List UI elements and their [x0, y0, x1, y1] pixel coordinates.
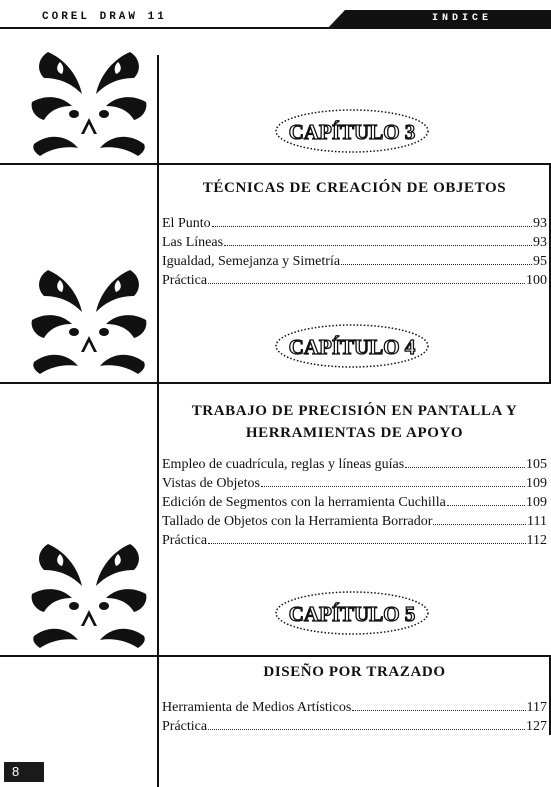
- dot-leader: [208, 543, 525, 544]
- dot-leader: [208, 729, 525, 730]
- chapter-title: [162, 400, 547, 444]
- chapter-badge-label: CAPÍTULO 5: [288, 602, 416, 626]
- dot-leader: [447, 505, 525, 506]
- toc-entry-page: 100: [526, 273, 547, 288]
- dot-leader: [261, 486, 525, 487]
- chapter-badge: [274, 108, 430, 154]
- row-divider-2: [0, 382, 551, 384]
- dot-leader: [212, 226, 532, 227]
- dot-leader: [433, 524, 526, 525]
- toc-list: [162, 216, 547, 292]
- toc-entry-page: 109: [526, 495, 547, 510]
- chapter-badge: [274, 323, 430, 369]
- toc-entry[interactable]: [162, 235, 547, 254]
- toc-entry-label: Igualdad, Semejanza y Simetría: [162, 254, 341, 269]
- chapter-title: DISEÑO POR TRAZADO: [263, 664, 446, 680]
- chapter-badge-label: CAPÍTULO 4: [288, 335, 416, 359]
- toc-entry-label: Las Líneas: [162, 235, 224, 250]
- toc-entry-label: Vistas de Objetos: [162, 476, 260, 491]
- toc-entry-page: 93: [533, 235, 547, 250]
- dot-leader: [341, 264, 532, 265]
- toc-list: [162, 457, 547, 552]
- chapter-title: TÉCNICAS DE CREACIÓN DE OBJETOS: [202, 180, 507, 196]
- page-number: 8: [12, 764, 20, 779]
- toc-entry-page: 105: [526, 457, 547, 472]
- toc-entry[interactable]: [162, 533, 547, 552]
- toc-entry-label: Tallado de Objetos con la Herramienta Borrador: [162, 514, 433, 529]
- toc-entry-label: Práctica: [162, 719, 208, 734]
- page-number-box: [4, 762, 44, 782]
- toc-entry-page: 111: [527, 514, 547, 529]
- toc-entry-label: Práctica: [162, 533, 208, 548]
- toc-entry-page: 112: [526, 533, 547, 548]
- toc-entry[interactable]: [162, 216, 547, 235]
- toc-entry-label: Edición de Segmentos con la herramienta Cuchilla: [162, 495, 446, 510]
- dot-leader: [208, 283, 525, 284]
- toc-entry[interactable]: [162, 495, 547, 514]
- chapter-badge-label: CAPÍTULO 3: [288, 120, 416, 144]
- butterfly-ornament-icon: [26, 48, 152, 160]
- toc-entry[interactable]: [162, 457, 547, 476]
- running-header-section: INDICE: [432, 13, 493, 24]
- toc-entry-label: El Punto: [162, 216, 211, 231]
- toc-entry-label: Práctica: [162, 273, 208, 288]
- chapter-badge: [274, 590, 430, 636]
- toc-entry-label: Herramienta de Medios Artísticos: [162, 700, 352, 715]
- row-divider-1: [0, 163, 551, 165]
- toc-list: [162, 700, 547, 738]
- toc-entry-label: Empleo de cuadrícula, reglas y líneas guías: [162, 457, 405, 472]
- toc-entry[interactable]: [162, 700, 547, 719]
- chapter-title-line: TRABAJO DE PRECISIÓN EN PANTALLA Y: [191, 403, 518, 419]
- toc-entry[interactable]: [162, 476, 547, 495]
- toc-entry-page: 109: [526, 476, 547, 491]
- toc-entry[interactable]: [162, 273, 547, 292]
- toc-entry-page: 127: [526, 719, 547, 734]
- row-divider-3: [0, 655, 551, 657]
- toc-entry-page: 117: [526, 700, 547, 715]
- chapter-title-line: HERRAMIENTAS DE APOYO: [245, 425, 464, 441]
- toc-entry-page: 95: [533, 254, 547, 269]
- butterfly-ornament-icon: [26, 266, 152, 378]
- dot-leader: [352, 710, 525, 711]
- toc-entry[interactable]: [162, 514, 547, 533]
- toc-entry-page: 93: [533, 216, 547, 231]
- butterfly-ornament-icon: [26, 540, 152, 652]
- toc-entry[interactable]: [162, 719, 547, 738]
- dot-leader: [224, 245, 532, 246]
- running-header-title: COREL DRAW 11: [42, 11, 167, 23]
- toc-entry[interactable]: [162, 254, 547, 273]
- dot-leader: [405, 467, 525, 468]
